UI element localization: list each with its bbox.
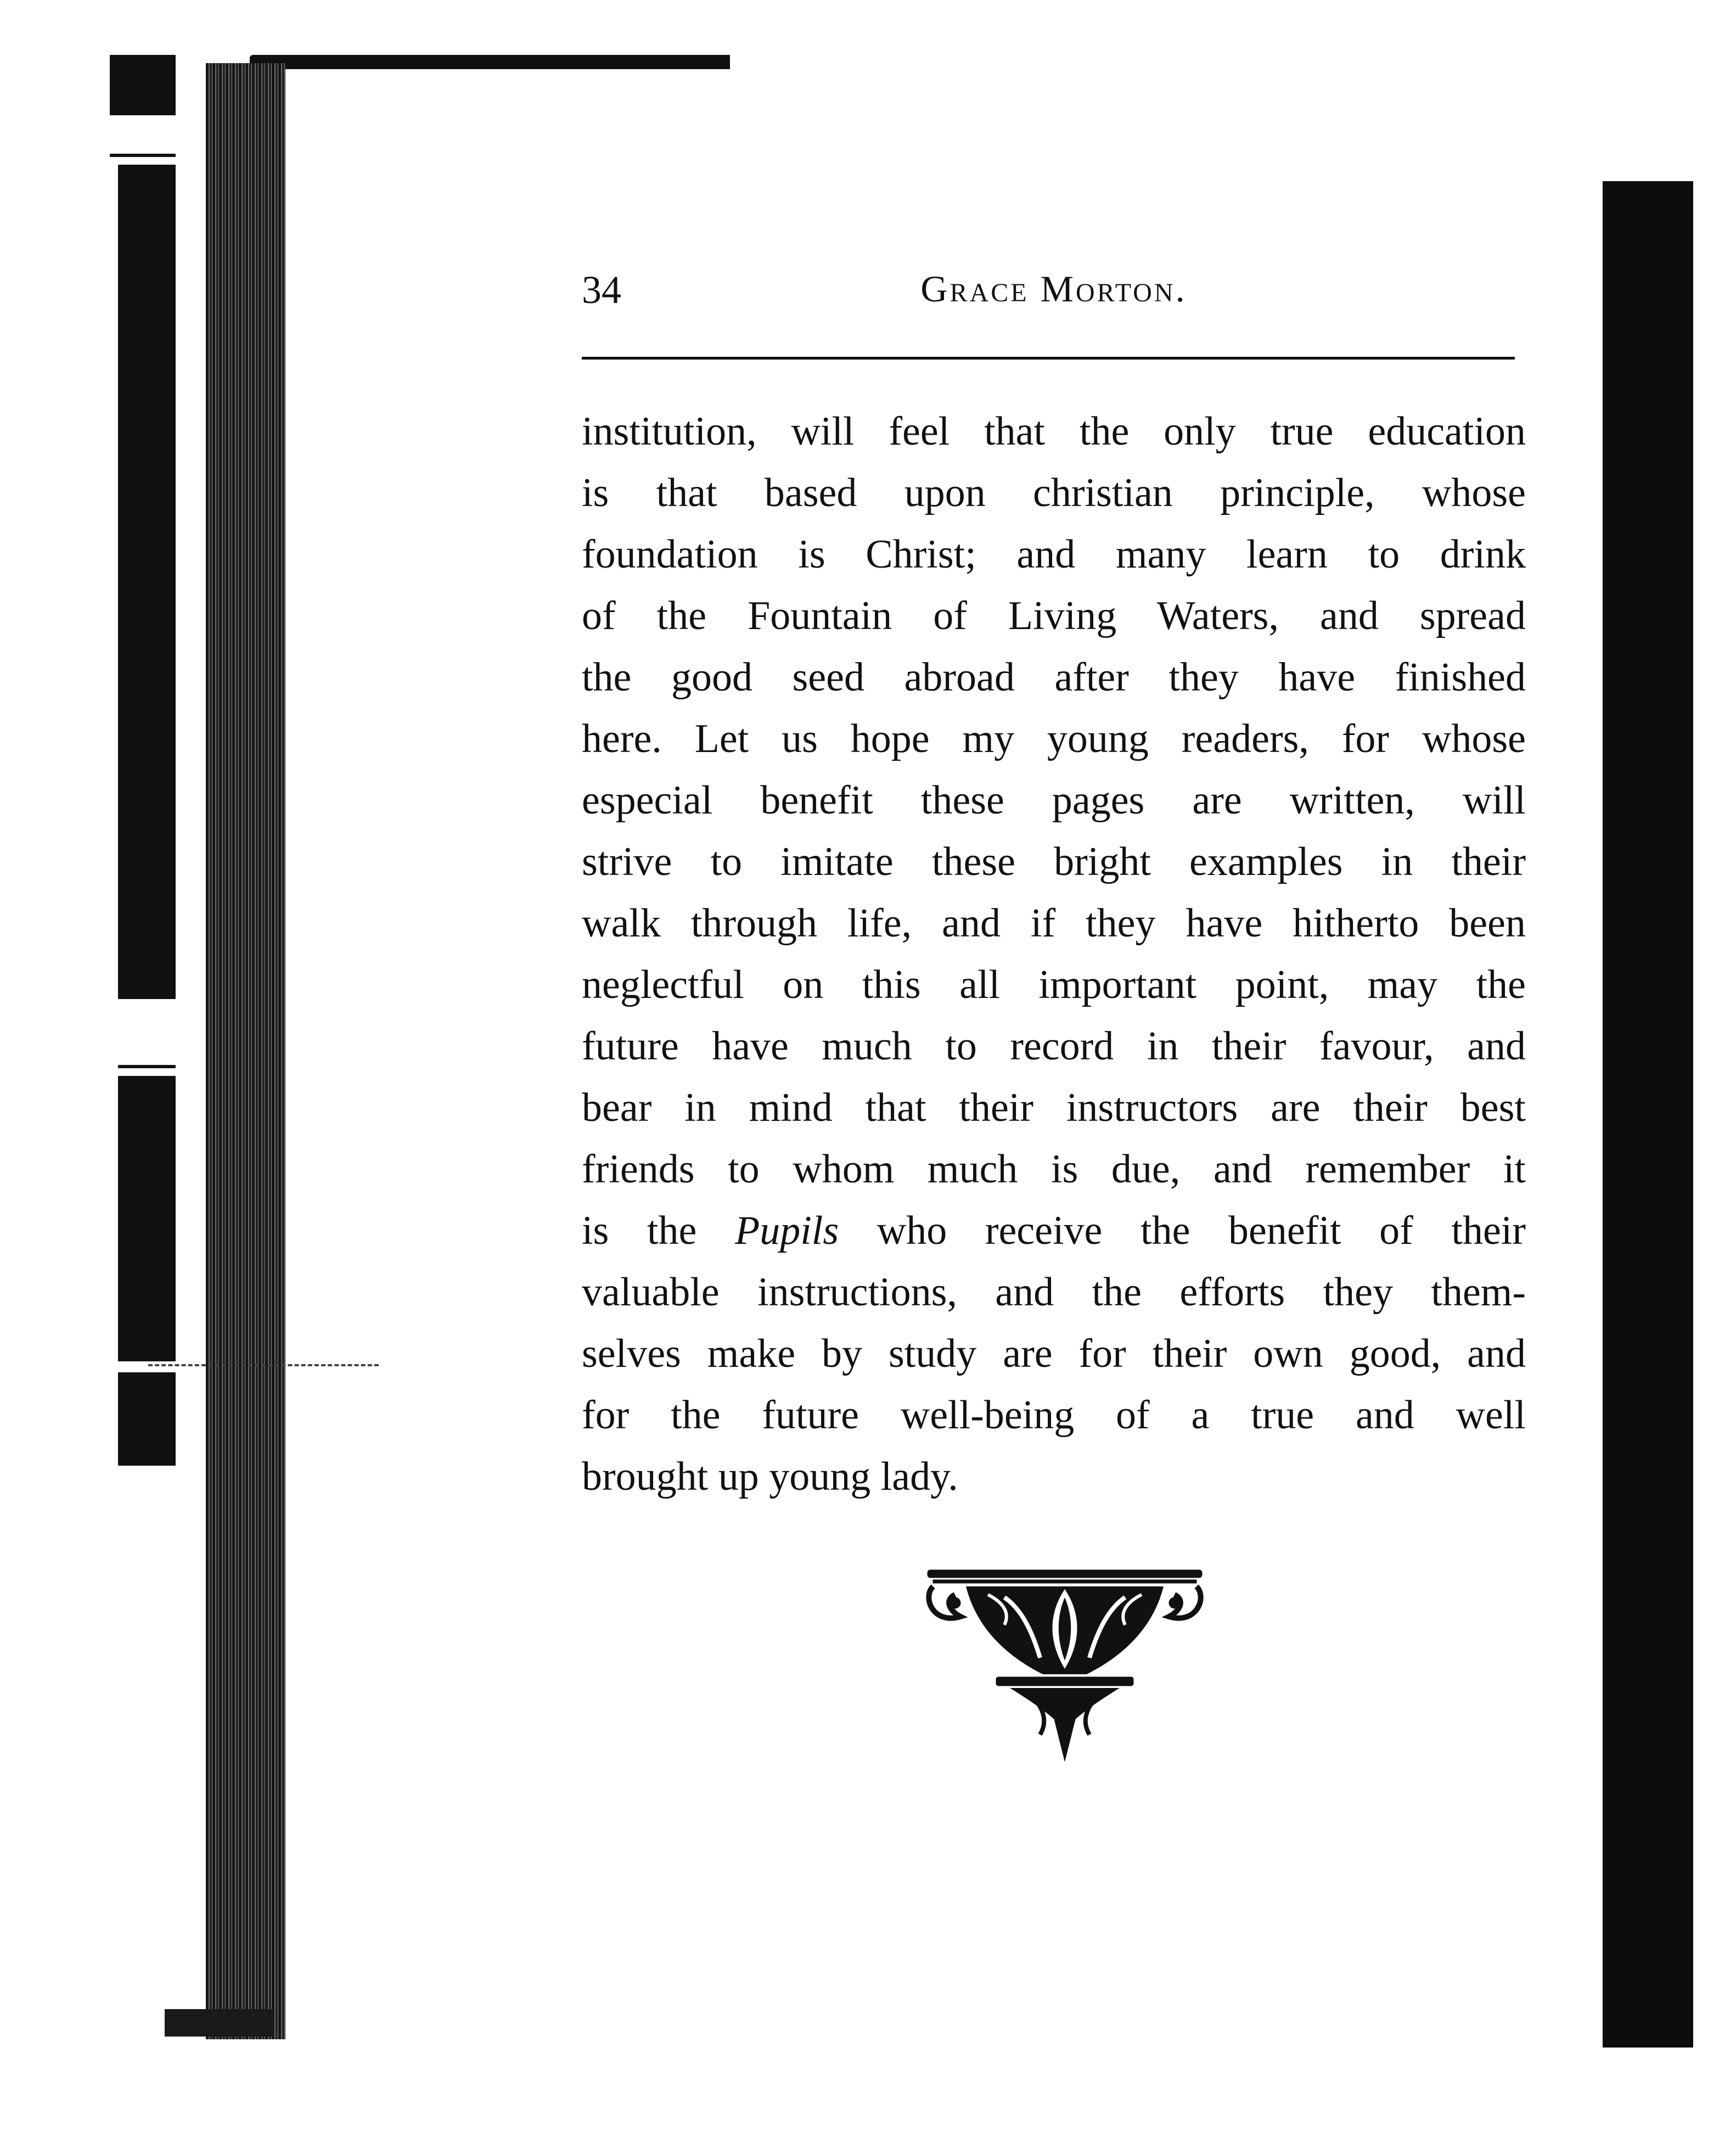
text-line: institution, will feel that the only true education: [582, 409, 1526, 454]
text-line: especial benefit these pages are written, will: [582, 778, 1526, 823]
text-line-with-italic: [582, 1200, 1526, 1261]
text-line: for the future well-being of a true and well: [582, 1393, 1526, 1438]
text-line: valuable instructions, and the efforts they them-: [582, 1270, 1526, 1315]
text-line: is that based upon christian principle, whose: [582, 470, 1526, 515]
running-title: Grace Morton.: [920, 268, 1187, 310]
text-line: of the Fountain of Living Waters, and spread: [582, 593, 1526, 638]
text-fragment: who receive the benefit of their: [839, 1208, 1526, 1253]
text-line: strive to imitate these bright examples in their: [582, 839, 1526, 884]
header-rule: [582, 357, 1515, 360]
text-fragment: is the: [582, 1208, 735, 1253]
scan-top-edge: [250, 55, 730, 69]
book-page: [582, 263, 1526, 1499]
book-spine-shadow: [206, 63, 285, 2039]
running-head: [582, 263, 1526, 324]
scan-right-edge: [1603, 181, 1693, 2048]
text-line: foundation is Christ; and many learn to drink: [582, 532, 1526, 577]
text-line: friends to whom much is due, and remember it: [582, 1147, 1526, 1192]
page-number: 34: [582, 268, 621, 312]
text-line: walk through life, and if they have hitherto been: [582, 901, 1526, 946]
text-line: future have much to record in their favour, and: [582, 1024, 1526, 1069]
scan-dash-mark: [148, 1364, 379, 1366]
floral-tailpiece-icon: [922, 1564, 1207, 1768]
spine-base-shadow: [165, 2009, 274, 2037]
text-line: here. Let us hope my young readers, for whose: [582, 716, 1526, 761]
text-line: bear in mind that their instructors are their best: [582, 1085, 1526, 1130]
text-line: selves make by study are for their own good, and: [582, 1331, 1526, 1376]
text-line: brought up young lady.: [582, 1454, 958, 1499]
italic-word: Pupils: [735, 1208, 839, 1253]
text-line: neglectful on this all important point, may the: [582, 962, 1526, 1007]
body-text: [582, 401, 1526, 1507]
binding-left-edge: [110, 549, 181, 2031]
text-line: the good seed abroad after they have finished: [582, 655, 1526, 700]
